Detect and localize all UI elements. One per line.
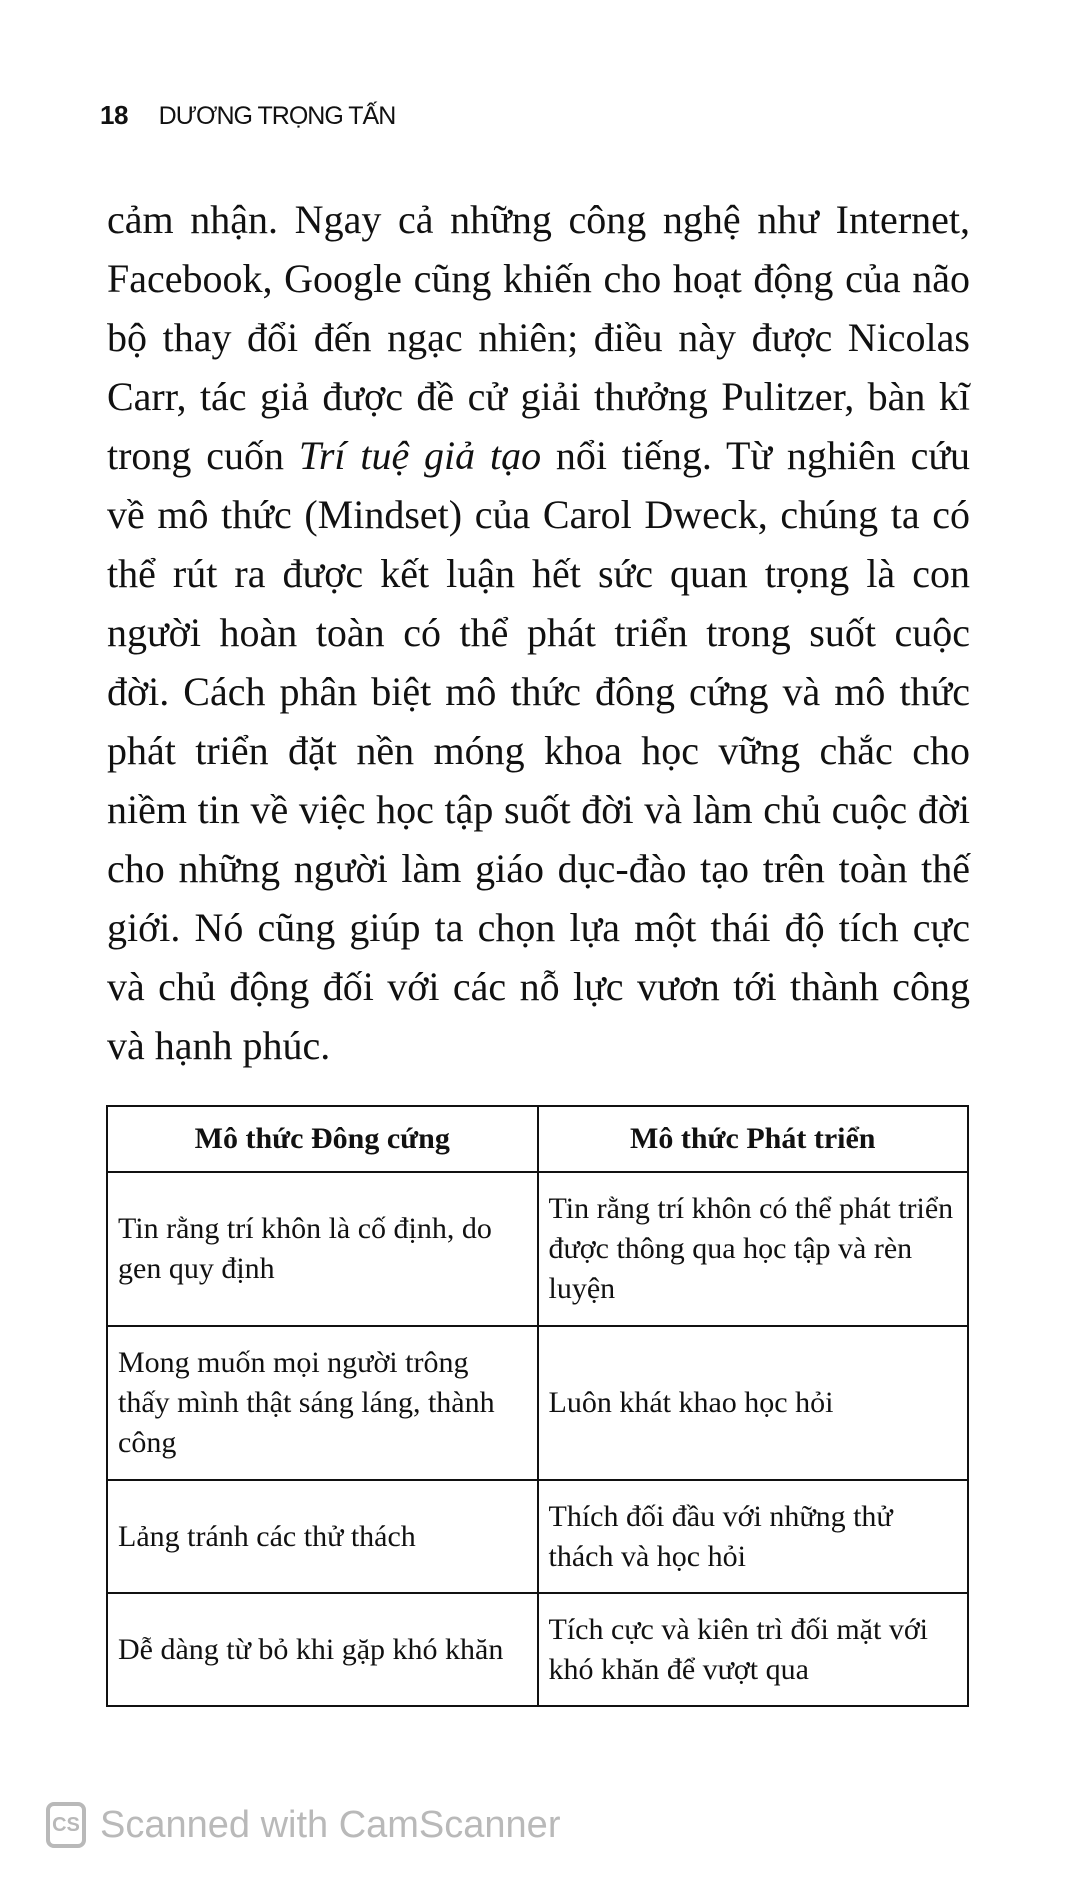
table-header-row	[107, 1106, 968, 1172]
body-line: cảm nhận. Ngay cả những công nghệ như Internet,	[107, 197, 970, 242]
body-line: Facebook, Google cũng khiến cho hoạt động của não	[107, 256, 970, 301]
header-growth-mindset: Mô thức Phát triển	[538, 1106, 969, 1172]
page-header	[100, 100, 395, 131]
body-line: người hoàn toàn có thể phát triển trong suốt cuộc	[107, 610, 970, 655]
body-paragraph	[107, 190, 970, 1075]
mindset-comparison-table	[106, 1105, 969, 1707]
table-cell: Tích cực và kiên trì đối mặt với khó khăn để vượt qua	[538, 1593, 969, 1706]
body-line: Carr, tác giả được đề cử giải thưởng Pulitzer, bàn kĩ	[107, 374, 970, 419]
body-line-text: trong cuốn	[107, 433, 299, 478]
table-row	[107, 1172, 968, 1326]
table-cell: Dễ dàng từ bỏ khi gặp khó khăn	[107, 1593, 538, 1706]
table-row	[107, 1593, 968, 1706]
body-line: bộ thay đổi đến ngạc nhiên; điều này được Nicolas	[107, 315, 970, 360]
body-line: và hạnh phúc.	[107, 1023, 331, 1068]
body-line-text: nổi tiếng. Từ nghiên cứu	[541, 433, 970, 478]
table-row	[107, 1480, 968, 1593]
camscanner-watermark	[46, 1802, 560, 1848]
body-line: cho những người làm giáo dục-đào tạo trên toàn thế	[107, 846, 970, 891]
table-cell: Lảng tránh các thử thách	[107, 1480, 538, 1593]
table-cell: Luôn khát khao học hỏi	[538, 1326, 969, 1480]
page-number: 18	[100, 100, 128, 130]
body-line: và chủ động đối với các nỗ lực vươn tới thành công	[107, 964, 970, 1009]
table-cell: Tin rằng trí khôn có thể phát triển được thông qua học tập và rèn luyện	[538, 1172, 969, 1326]
book-title: Trí tuệ giả tạo	[298, 433, 542, 478]
body-line: niềm tin về việc học tập suốt đời và làm chủ cuộc đời	[107, 787, 970, 832]
table-cell: Mong muốn mọi người trông thấy mình thật sáng láng, thành công	[107, 1326, 538, 1480]
table-cell: Tin rằng trí khôn là cố định, do gen quy định	[107, 1172, 538, 1326]
body-line: phát triển đặt nền móng khoa học vững chắc cho	[107, 728, 970, 773]
header-fixed-mindset: Mô thức Đông cứng	[107, 1106, 538, 1172]
table-row	[107, 1326, 968, 1480]
body-line: thể rút ra được kết luận hết sức quan trọng là con	[107, 551, 970, 596]
body-line	[107, 426, 970, 485]
body-line: đời. Cách phân biệt mô thức đông cứng và mô thức	[107, 669, 970, 714]
body-line: về mô thức (Mindset) của Carol Dweck, chúng ta có	[107, 492, 970, 537]
body-line: giới. Nó cũng giúp ta chọn lựa một thái độ tích cực	[107, 905, 970, 950]
running-header-author: DƯƠNG TRỌNG TẤN	[158, 102, 396, 130]
watermark-text: Scanned with CamScanner	[100, 1803, 561, 1846]
camscanner-logo-icon: CS	[46, 1802, 86, 1848]
table-cell: Thích đối đầu với những thử thách và học hỏi	[538, 1480, 969, 1593]
